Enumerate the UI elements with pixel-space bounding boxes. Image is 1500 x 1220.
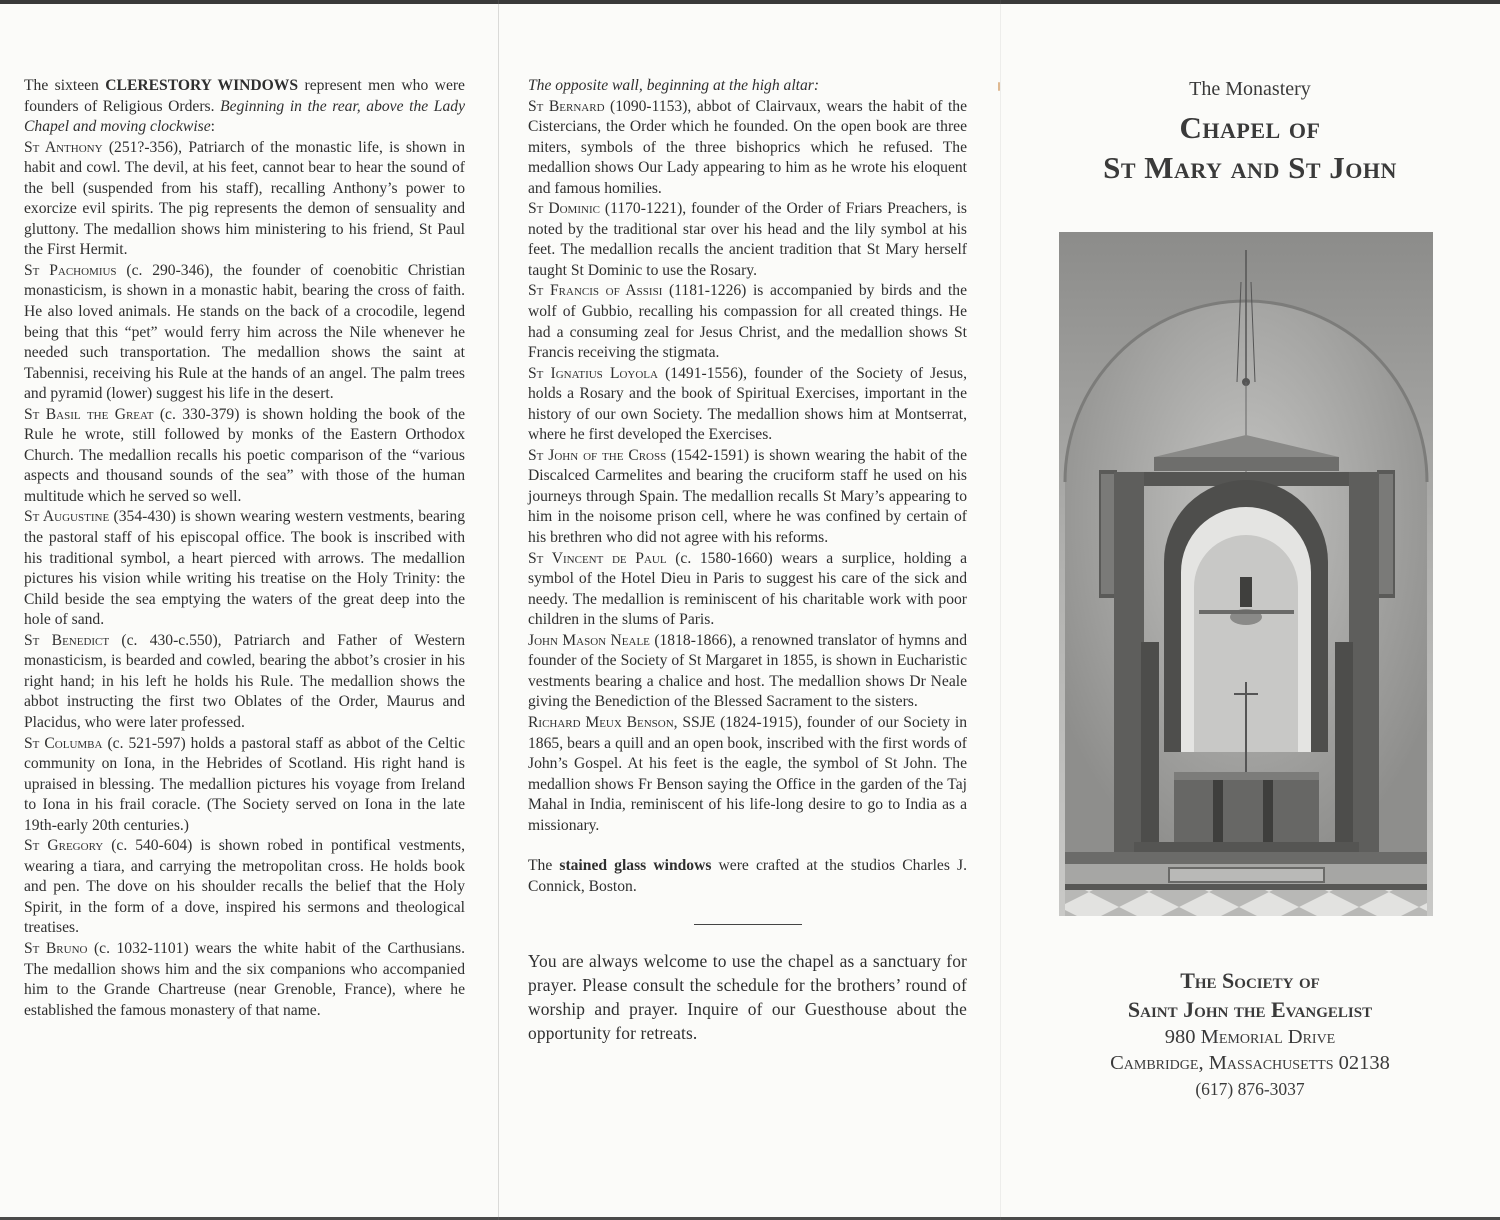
saint-name: St Bernard: [528, 97, 605, 115]
stained-glass-credit: The stained glass windows were crafted at the studios Charles J. Connick, Boston.: [528, 857, 967, 895]
saint-entry-francis: St Francis of Assisi (1181-1226) is accompanied by birds and the wolf of Gubbio, recalling his compassion for all created things. He had a consuming zeal for Jesus Christ, and the medallion shows St Francis receiving the stigmata.: [528, 282, 967, 362]
fold-line-left: [498, 0, 499, 1220]
chapel-photograph: [1059, 232, 1433, 916]
welcome-paragraph: You are always welcome to use the chapel as a sanctuary for prayer. Please consult the schedule for the brothers’ round of worship and prayer. Inquire of our Guesthouse about the opportunity for retreats.: [528, 951, 967, 1044]
opposite-wall-intro: The opposite wall, beginning at the high altar:: [528, 77, 820, 94]
saint-entry-augustine: St Augustine (354-430) is shown wearing western vestments, bearing the pastoral staff of his episcopal office. The book is inscribed with his traditional symbol, a heart pierced with arrows. The medallion pictures his vision while writing his treatise on the Holy Trinity: the Child beside the sea emptying the waters of the great deep into the hole of sand.: [24, 508, 466, 629]
cover-title-line2: St Mary and St John: [1103, 150, 1397, 185]
saint-name: St Anthony: [24, 138, 103, 156]
saint-entry-bernard: St Bernard (1090-1153), abbot of Clairvaux, wears the habit of the Cistercians, the Order which he founded. On the open book are three miters, symbols of the three bishoprics which he refused. The medallion shows Our Lady appearing to him as he wrote his eloquent and famous homilies.: [528, 97, 967, 197]
saint-entry-vincent-de-paul: St Vincent de Paul (c. 1580-1660) wears a surplice, holding a symbol of the Hotel Dieu in Paris to suggest his care of the sick and needy. The medallion is reminiscent of his charitable work with poor children in the slums of Paris.: [528, 549, 967, 629]
saint-entry-benedict: St Benedict (c. 430-c.550), Patriarch and Father of Western monasticism, is bearded and cowled, bearing the abbot’s crosier in his right hand; in his left he holds his Rule. The medallion shows the abbot instructing the first two Oblates of the Order, Maurus and Placidus, who were later professed.: [24, 631, 465, 731]
paper-speck: [998, 82, 1000, 91]
cover-title-line1: Chapel of: [1179, 110, 1321, 145]
society-name-line2: Saint John the Evangelist: [1127, 997, 1373, 1022]
panel-left-clerestory: [24, 76, 465, 1021]
saint-name: St John of the Cross: [528, 446, 667, 464]
saint-entry-bruno: St Bruno (c. 1032-1101) wears the white habit of the Carthusians. The medallion shows him and the six companions who accompanied him to the Grande Chartreuse (near Grenoble, France), where he established the famous monastery of that name.: [24, 939, 465, 1019]
society-name-line1: The Society of: [1180, 968, 1320, 993]
saint-name: St Bruno: [24, 939, 88, 957]
section-divider: [694, 924, 802, 925]
saint-name: St Pachomius: [24, 261, 117, 279]
saint-entry-basil: St Basil the Great (c. 330-379) is shown holding the book of the Rule he wrote, still followed by monks of the Eastern Orthodox Church. The medallion recalls his poetic comparison of the “various aspects and thousand sounds of the sea” with those of the human multitude which he served so well.: [24, 405, 465, 505]
panel-middle-opposite-wall: [528, 76, 967, 1045]
saint-name: St Gregory: [24, 837, 104, 855]
saint-name: St Columba: [24, 734, 103, 752]
saint-entry-columba: St Columba (c. 521-597) holds a pastoral staff as abbot of the Celtic community on Iona, in the Hebrides of Scotland. His right hand is upraised in blessing. The medallion pictures his voyage from Ireland to Iona in his frail coracle. (The Society served on Iona in the late 19th-early 20th centuries.): [24, 734, 465, 834]
address-city: Cambridge, Massachusetts 02138: [1110, 1052, 1390, 1074]
address-street: 980 Memorial Drive: [1164, 1026, 1336, 1048]
saint-name: St Dominic: [528, 200, 600, 218]
saint-name: John Mason Neale: [528, 631, 650, 649]
scan-edge-top: [0, 0, 1500, 4]
saint-name: St Ignatius Loyola: [528, 364, 658, 382]
society-block: [1030, 966, 1470, 1102]
fold-line-right: [1000, 0, 1001, 1220]
saint-name: St Francis of Assisi: [528, 282, 663, 300]
saint-entry-gregory: St Gregory (c. 540-604) is shown robed in pontifical vestments, wearing a tiara, and carrying the metropolitan cross. He holds book and pen. The dove on his shoulder recalls the belief that the Holy Spirit, in the form of a dove, inspired his sermons and theological treatises.: [24, 837, 465, 937]
clerestory-intro: The sixteen CLERESTORY WINDOWS represent men who were founders of Religious Orders. Beginning in the rear, above the Lady Chapel and moving clockwise:: [24, 77, 465, 136]
saint-entry-pachomius: St Pachomius (c. 290-346), the founder of coenobitic Christian monasticism, is shown in a monastic habit, bearing the cross of faith. He also loved animals. He stands on the back of a crocodile, legend being that this “pet” would ferry him across the Nile whenever he needed such transportation. The medallion shows the saint at Tabennisi, receiving his Rule at the hands of an angel. The palm trees and pyramid (lower) suggest his life in the desert.: [24, 261, 465, 403]
saint-name: St Benedict: [24, 631, 110, 649]
saint-entry-dominic: St Dominic (1170-1221), founder of the Order of Friars Preachers, is noted by the traditional star over his head and the lily symbol at his feet. The medallion recalls the ancient tradition that St Mary herself taught St Dominic to use the Rosary.: [528, 200, 967, 279]
saint-entry-ignatius: St Ignatius Loyola (1491-1556), founder of the Society of Jesus, holds a Rosary and the book of Spiritual Exercises, important in the history of our own Society. The medallion shows him at Montserrat, where he first developed the Exercises.: [528, 364, 967, 444]
entry-richard-meux-benson: Richard Meux Benson, SSJE (1824-1915), founder of our Society in 1865, bears a quill and an open book, inscribed with the first words of John’s Gospel. At his feet is the eagle, the symbol of St John. The medallion shows Fr Benson saying the Office in the garden of the Taj Mahal in India, reminiscent of his life-long desire to go to India as a missionary.: [528, 713, 967, 834]
saint-name: St Basil the Great: [24, 405, 154, 423]
phone-number: (617) 876-3037: [1195, 1079, 1305, 1099]
saint-name: St Augustine: [24, 508, 110, 526]
cover-kicker: The Monastery: [1189, 78, 1311, 100]
clerestory-heading: CLERESTORY WINDOWS: [105, 77, 299, 94]
entry-john-mason-neale: John Mason Neale (1818-1866), a renowned translator of hymns and founder of the Society of St Margaret in 1855, is shown in Eucharistic vestments bearing a chalice and host. The medallion shows Dr Neale giving the Benediction of the Blessed Sacrament to the sisters.: [528, 631, 968, 711]
saint-name: St Vincent de Paul: [528, 549, 667, 567]
saint-entry-anthony: St Anthony (251?-356), Patriarch of the monastic life, is shown in habit and cowl. The devil, at his feet, cannot bear to hear the sound of the bell (suspended from his staff), recalling Anthony’s power to exorcize evil spirits. The pig represents the demon of sensuality and gluttony. The medallion shows him ministering to his friend, St Paul the First Hermit.: [24, 138, 465, 259]
saint-entry-john-of-the-cross: St John of the Cross (1542-1591) is shown wearing the habit of the Discalced Carmelites and bearing the cruciform staff he used on his journeys through Spain. The medallion recalls St Mary’s appearing to him in the noisome prison cell, where he was confined by certain of his brethren who did not agree with his reforms.: [528, 446, 967, 547]
cover-title: [1030, 108, 1470, 188]
saint-name: Richard Meux Benson: [528, 713, 674, 731]
